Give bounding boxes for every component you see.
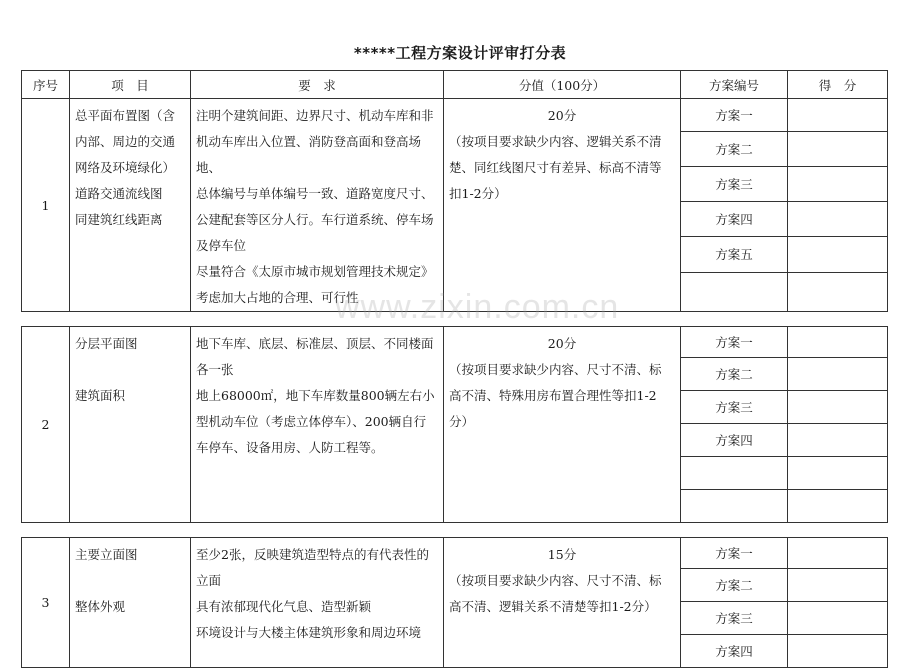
plan-number-cell: 方案三 (681, 167, 788, 202)
item-line: 总平面布置图（含 (75, 108, 176, 123)
header-index: 序号 (22, 71, 70, 99)
score-entry-cell[interactable] (788, 327, 888, 358)
score-entry-cell[interactable] (788, 358, 888, 391)
requirement-line: 机动车库出入位置、消防登高面和登高场地、 (196, 134, 422, 175)
plan-number-cell: 方案三 (681, 391, 788, 424)
requirement-line: 环境设计与大楼主体建筑形象和周边环境 (196, 625, 422, 640)
header-item: 项 目 (70, 71, 191, 99)
requirement-line: 地下车库、底层、标准层、顶层、不同楼面 (196, 336, 434, 351)
separator-cell (22, 523, 888, 538)
score-rule-line: 高不清、特殊用房布置合理性等扣1-2 (449, 388, 657, 403)
item-cell (70, 327, 191, 523)
separator-cell (22, 312, 888, 327)
watermark: www.zixin.com.cn (335, 288, 620, 326)
requirement-line: 地上68000㎡，地下车库数量800辆左右小 (196, 388, 435, 403)
plan-number-cell: 方案五 (681, 237, 788, 272)
score-entry-cell[interactable] (788, 167, 888, 202)
requirement-line: 各一张 (196, 362, 234, 377)
requirement-line: 车停车、设备用房、人防工程等。 (196, 440, 384, 455)
header-score: 得 分 (788, 71, 888, 99)
score-entry-cell[interactable] (788, 457, 888, 490)
row-index: 1 (22, 99, 70, 312)
page-title: *****工程方案设计评审打分表 (353, 44, 567, 62)
plan-number-cell: 方案三 (681, 602, 788, 635)
requirement-line: 立面 (196, 573, 222, 588)
score-entry-cell[interactable] (788, 602, 888, 635)
table-row (22, 538, 888, 569)
requirement-line: 尽量符合《太原市城市规划管理技术规定》 (196, 264, 434, 279)
item-cell (70, 99, 191, 312)
item-line (75, 568, 185, 594)
requirement-line: 型机动车位（考虑立体停车）、200辆自行 (196, 414, 427, 429)
plan-number-cell: 方案一 (681, 538, 788, 569)
item-line: 建筑面积 (75, 388, 126, 403)
requirement-cell (191, 327, 444, 523)
requirement-cell (191, 538, 444, 668)
score-rule-line: （按项目要求缺少内容、尺寸不清、标 (449, 573, 662, 588)
score-points: 20分 (547, 336, 577, 351)
requirement-line: 具有浓郁现代化气息、造型新颖 (196, 599, 372, 614)
score-rule-line: （按项目要求缺少内容、尺寸不清、标 (449, 362, 662, 377)
score-entry-cell[interactable] (788, 424, 888, 457)
item-line: 同建筑红线距离 (75, 212, 163, 227)
plan-number-cell: 方案四 (681, 202, 788, 237)
row-index: 2 (22, 327, 70, 523)
score-entry-cell[interactable] (788, 132, 888, 167)
item-line: 内部、周边的交通 (75, 134, 176, 149)
item-line: 整体外观 (75, 599, 126, 614)
score-entry-cell[interactable] (788, 202, 888, 237)
header-plan-number: 方案编号 (681, 71, 788, 99)
plan-number-cell (681, 272, 788, 311)
plan-number-cell: 方案一 (681, 327, 788, 358)
score-rule-line: （按项目要求缺少内容、逻辑关系不清 (449, 134, 662, 149)
plan-number-cell (681, 490, 788, 523)
row-separator (22, 312, 888, 327)
item-cell (70, 538, 191, 668)
requirement-line: 及停车位 (196, 238, 247, 253)
score-entry-cell[interactable] (788, 99, 888, 132)
plan-number-cell (681, 457, 788, 490)
header-requirement: 要 求 (191, 71, 444, 99)
score-rule-line: 扣1-2分） (449, 186, 507, 201)
item-line: 分层平面图 (75, 336, 138, 351)
plan-number-cell: 方案二 (681, 569, 788, 602)
requirement-line: 公建配套等区分人行。车行道系统、停车场 (196, 212, 434, 227)
score-entry-cell[interactable] (788, 237, 888, 272)
score-rule-line: 分） (449, 414, 475, 429)
requirement-line: 注明个建筑间距、边界尺寸、机动车库和非 (196, 108, 434, 123)
header-score-value: 分值（100分） (444, 71, 681, 99)
header-row (22, 71, 888, 99)
plan-number-cell: 方案二 (681, 358, 788, 391)
requirement-line: 考虑加大占地的合理、可行性 (196, 290, 359, 305)
score-entry-cell[interactable] (788, 490, 888, 523)
score-entry-cell[interactable] (788, 569, 888, 602)
plan-number-cell: 方案一 (681, 99, 788, 132)
table-row (22, 327, 888, 358)
plan-number-cell: 方案二 (681, 132, 788, 167)
score-value-cell (444, 327, 681, 523)
score-rule-line: 楚、同红线图尺寸有差异、标高不清等 (449, 160, 662, 175)
score-points: 20分 (547, 108, 577, 123)
score-entry-cell[interactable] (788, 538, 888, 569)
requirement-line: 至少2张，反映建筑造型特点的有代表性的 (196, 547, 429, 562)
score-entry-cell[interactable] (788, 272, 888, 311)
score-value-cell (444, 538, 681, 668)
item-line: 主要立面图 (75, 547, 138, 562)
score-points: 15分 (547, 547, 577, 562)
item-line: 网络及环境绿化） (75, 160, 176, 175)
plan-number-cell: 方案四 (681, 635, 788, 668)
item-line: 道路交通流线图 (75, 186, 163, 201)
score-rule-line: 高不清、逻辑关系不清楚等扣1-2分） (449, 599, 657, 614)
plan-number-cell: 方案四 (681, 424, 788, 457)
scoring-table (21, 70, 888, 668)
item-line (75, 357, 185, 383)
score-value-cell (444, 99, 681, 312)
requirement-line: 总体编号与单体编号一致、道路宽度尺寸、 (196, 186, 434, 201)
row-index: 3 (22, 538, 70, 668)
score-entry-cell[interactable] (788, 635, 888, 668)
table-row (22, 99, 888, 132)
requirement-cell (191, 99, 444, 312)
row-separator (22, 523, 888, 538)
score-entry-cell[interactable] (788, 391, 888, 424)
